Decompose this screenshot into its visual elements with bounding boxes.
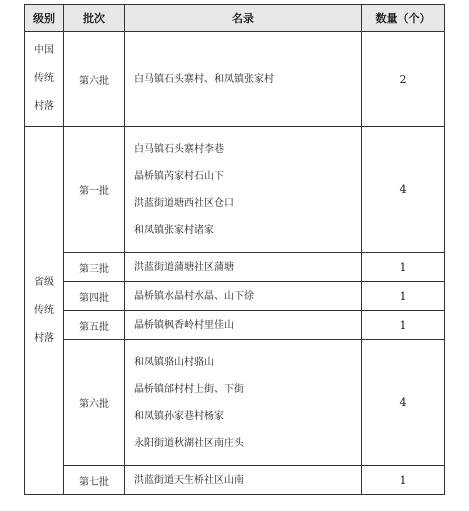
- count-cell: 1: [362, 311, 445, 340]
- header-batch: 批次: [64, 5, 125, 32]
- name-item: 洪蓝街道塘西社区仓口: [134, 197, 234, 209]
- table-row: [25, 127, 445, 253]
- table-row: [25, 253, 445, 282]
- names-cell: [125, 253, 362, 282]
- header-count: 数量（个）: [362, 5, 445, 32]
- name-item: 晶桥镇枫香岭村里佳山: [134, 319, 234, 331]
- name-item: 晶桥镇水晶村水晶、山下徐: [134, 290, 254, 302]
- level-cell-provincial: 省级 传统 村落: [25, 127, 64, 495]
- batch-cell: 第三批: [64, 253, 125, 282]
- name-item: 洪蓝街道天生桥社区山南: [134, 474, 244, 486]
- count-cell: 4: [362, 340, 445, 466]
- count-cell: 2: [362, 32, 445, 127]
- name-item: 白马镇石头寨村、和凤镇张家村: [134, 73, 274, 85]
- names-cell: [125, 282, 362, 311]
- name-item: 和凤镇张家村诸家: [134, 224, 214, 236]
- batch-cell: 第六批: [64, 340, 125, 466]
- names-cell: [125, 466, 362, 495]
- table-row: [25, 311, 445, 340]
- names-cell: [125, 311, 362, 340]
- batch-cell: 第七批: [64, 466, 125, 495]
- table-row: [25, 340, 445, 466]
- names-cell: [125, 127, 362, 253]
- count-cell: 1: [362, 282, 445, 311]
- name-item: 白马镇石头寨村李巷: [134, 143, 224, 155]
- count-cell: 1: [362, 466, 445, 495]
- name-item: 晶桥镇芮家村石山下: [134, 170, 224, 182]
- name-item: 晶桥镇邰村村上街、下街: [134, 383, 244, 395]
- batch-cell: 第一批: [64, 127, 125, 253]
- table-row: [25, 282, 445, 311]
- name-item: 和凤镇孙家巷村杨家: [134, 410, 224, 422]
- village-table: [24, 4, 445, 495]
- level-cell-national: 中国 传统 村落: [25, 32, 64, 127]
- names-cell: [125, 32, 362, 127]
- name-item: 永阳街道秋湖社区南庄头: [134, 437, 244, 449]
- batch-cell: 第六批: [64, 32, 125, 127]
- table-row: [25, 466, 445, 495]
- name-item: 和凤镇骆山村骆山: [134, 356, 214, 368]
- header-names: 名录: [125, 5, 362, 32]
- names-cell: [125, 340, 362, 466]
- name-item: 洪蓝街道蒲塘社区蒲塘: [134, 261, 234, 273]
- table-row: [25, 32, 445, 127]
- count-cell: 4: [362, 127, 445, 253]
- header-level: 级别: [25, 5, 64, 32]
- batch-cell: 第五批: [64, 311, 125, 340]
- batch-cell: 第四批: [64, 282, 125, 311]
- table-header-row: [25, 5, 445, 32]
- count-cell: 1: [362, 253, 445, 282]
